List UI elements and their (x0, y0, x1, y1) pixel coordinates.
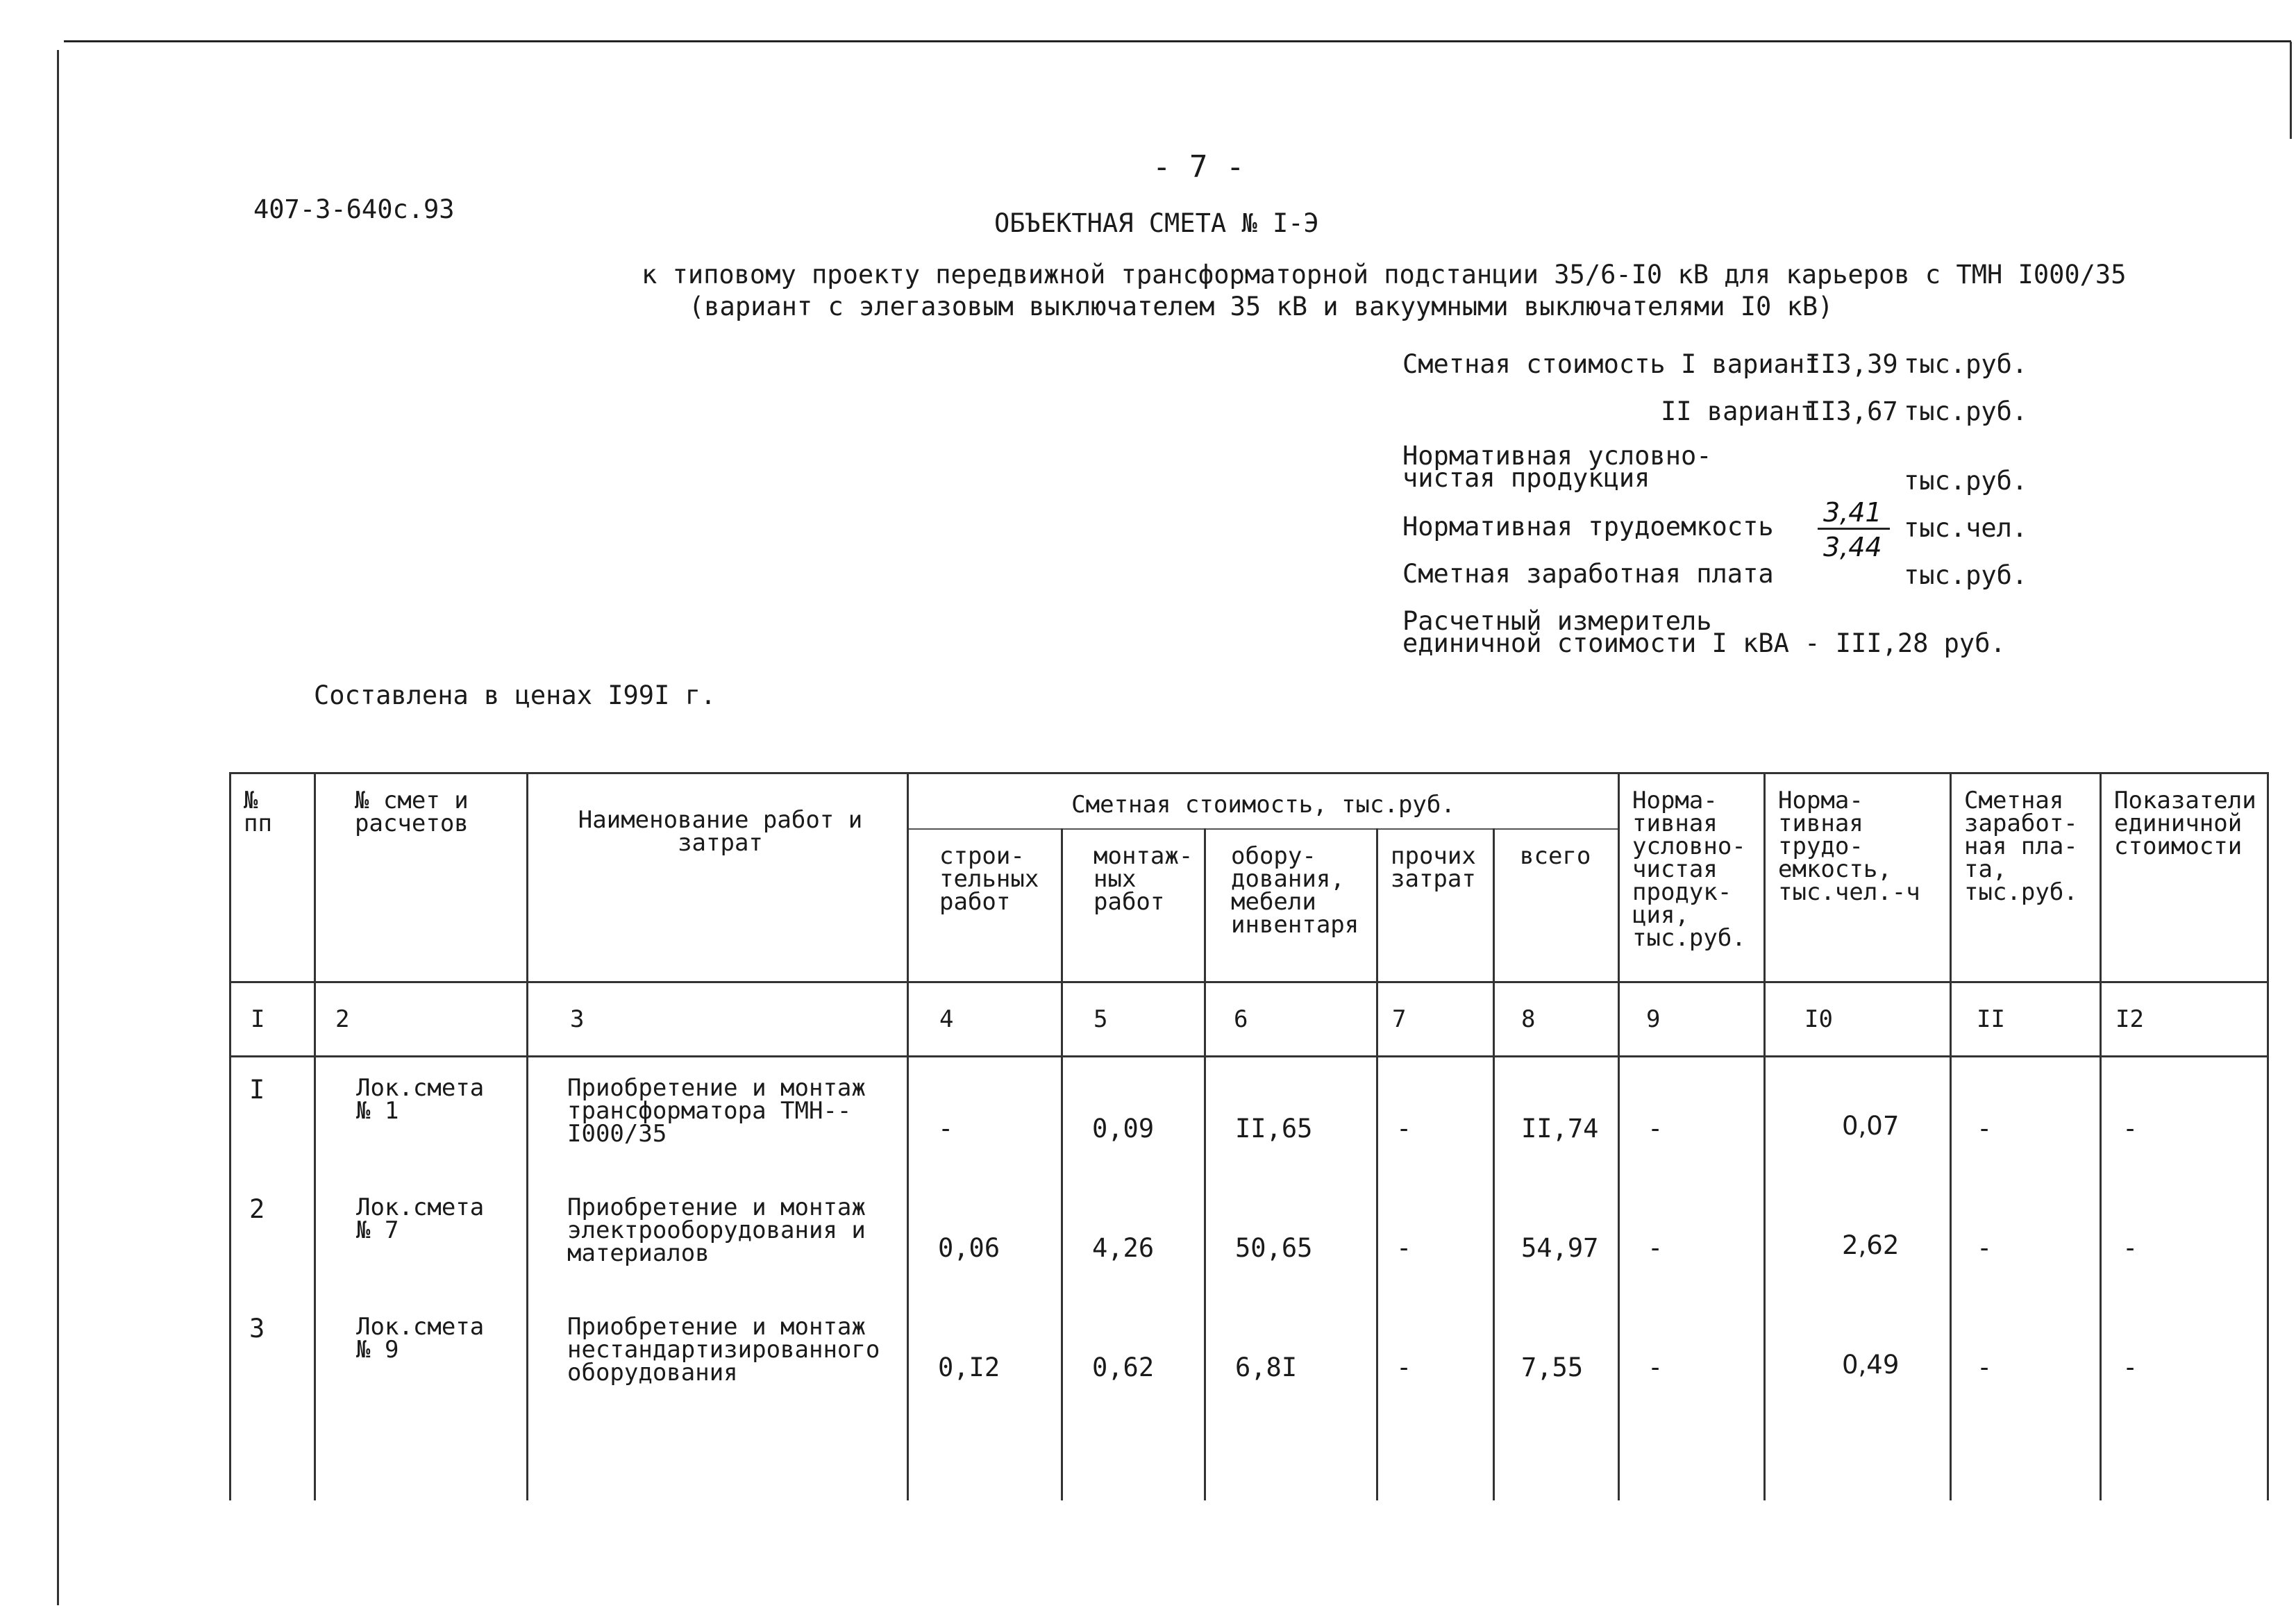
header-npc: Норма-тивная условно-чистая продук-ция, тыс.руб. (1619, 773, 1765, 982)
header-ref: № смет и расчетов (315, 773, 528, 982)
row-build: 0,06 (908, 1177, 1062, 1296)
row-total: II,74 (1494, 1057, 1619, 1178)
meter-label-1: Расчетный измеритель (1402, 606, 1712, 636)
row-other: - (1377, 1296, 1494, 1412)
row-name: Приобретение и монтаж трансформатора ТМН--I000/35 (528, 1057, 908, 1178)
wage-label: Сметная заработная плата (1402, 559, 1774, 589)
table-row (231, 1296, 2268, 1412)
cost-v1-unit: тыс.руб. (1904, 349, 2028, 379)
npc-label-2: чистая продукция (1402, 463, 1650, 493)
document-title: ОБЪЕКТНАЯ СМЕТА № I-Э (994, 208, 1319, 238)
header-other: прочих затрат (1377, 829, 1494, 982)
row-install: 0,62 (1062, 1296, 1205, 1412)
column-number: 4 (908, 982, 1062, 1057)
labor-value-top: 3,41 (1823, 497, 1882, 528)
header-cost-group: Сметная стоимость, тыс.руб. (908, 773, 1619, 830)
column-number: 3 (528, 982, 908, 1057)
labor-fraction-line (1818, 528, 1890, 530)
row-npc: - (1619, 1057, 1765, 1178)
estimate-table (229, 772, 2269, 1500)
row-wage: - (1951, 1057, 2101, 1178)
meter-label-2: единичной стоимости I кВА - III,28 руб. (1402, 628, 2006, 658)
row-unit-cost: - (2101, 1177, 2268, 1296)
row-equip: II,65 (1205, 1057, 1377, 1178)
column-number: 6 (1205, 982, 1377, 1057)
cost-v2-label: II вариант (1661, 396, 1816, 426)
row-labor: 0,07 (1765, 1057, 1951, 1178)
document-code: 407-3-640с.93 (253, 194, 455, 224)
row-other: - (1377, 1057, 1494, 1178)
header-unit-cost: Показатели единичной стоимости (2101, 773, 2268, 982)
row-unit-cost: - (2101, 1057, 2268, 1178)
column-number: I0 (1765, 982, 1951, 1057)
labor-unit: тыс.чел. (1904, 513, 2028, 543)
document-subtitle-line-2: (вариант с элегазовым выключателем 35 кВ и вакуумными выключателями I0 кВ) (689, 292, 1834, 321)
row-labor: 2,62 (1765, 1177, 1951, 1296)
npc-label-1: Нормативная условно- (1402, 441, 1712, 471)
row-number: 3 (231, 1296, 315, 1412)
page-number: - 7 - (1153, 149, 1245, 185)
header-equip: обору-дования, мебели инвентаря (1205, 829, 1377, 982)
cost-v2-unit: тыс.руб. (1904, 396, 2028, 426)
row-wage: - (1951, 1177, 2101, 1296)
row-name: Приобретение и монтаж электрооборудования и материалов (528, 1177, 908, 1296)
row-number: 2 (231, 1177, 315, 1296)
row-install: 0,09 (1062, 1057, 1205, 1178)
column-number: 9 (1619, 982, 1765, 1057)
header-name: Наименование работ и затрат (528, 773, 908, 982)
row-number: I (231, 1057, 315, 1178)
header-labor: Норма-тивная трудо-емкость, тыс.чел.-ч (1765, 773, 1951, 982)
labor-label: Нормативная трудоемкость (1402, 512, 1774, 542)
wage-unit: тыс.руб. (1904, 560, 2028, 590)
row-build: - (908, 1057, 1062, 1178)
column-number-row (231, 982, 2268, 1057)
row-equip: 6,8I (1205, 1296, 1377, 1412)
row-wage: - (1951, 1296, 2101, 1412)
row-ref: Лок.смета № 9 (315, 1296, 528, 1412)
header-build: строи-тельных работ (908, 829, 1062, 982)
cost-v2-value: II3,67 (1805, 396, 1898, 426)
row-ref: Лок.смета № 7 (315, 1177, 528, 1296)
row-total: 7,55 (1494, 1296, 1619, 1412)
page-frame-right (2290, 42, 2292, 139)
header-install: монтаж-ных работ (1062, 829, 1205, 982)
column-number: 5 (1062, 982, 1205, 1057)
row-unit-cost: - (2101, 1296, 2268, 1412)
labor-value-bottom: 3,44 (1823, 532, 1882, 562)
cost-v1-value: II3,39 (1805, 349, 1898, 379)
row-npc: - (1619, 1296, 1765, 1412)
row-labor: 0,49 (1765, 1296, 1951, 1412)
document-subtitle-line-1: к типовому проекту передвижной трансформаторной подстанции 35/6-I0 кВ для карьеров с ТМН I000/35 (642, 260, 2127, 290)
price-base-note: Составлена в ценах I99I г. (314, 680, 717, 710)
header-total: всего (1494, 829, 1619, 982)
row-install: 4,26 (1062, 1177, 1205, 1296)
column-number: I (231, 982, 315, 1057)
row-npc: - (1619, 1177, 1765, 1296)
column-number: I2 (2101, 982, 2268, 1057)
column-number: II (1951, 982, 2101, 1057)
row-ref: Лок.смета № 1 (315, 1057, 528, 1178)
column-number: 2 (315, 982, 528, 1057)
row-other: - (1377, 1177, 1494, 1296)
page-frame-left (57, 50, 59, 1605)
npc-unit: тыс.руб. (1904, 466, 2028, 496)
column-number: 7 (1377, 982, 1494, 1057)
row-equip: 50,65 (1205, 1177, 1377, 1296)
header-no: № пп (231, 773, 315, 982)
row-name: Приобретение и монтаж нестандартизированного оборудования (528, 1296, 908, 1412)
cost-v1-label: Сметная стоимость I вариант (1402, 349, 1820, 379)
row-total: 54,97 (1494, 1177, 1619, 1296)
row-build: 0,I2 (908, 1296, 1062, 1412)
table-filler-row (231, 1412, 2268, 1500)
header-wage: Сметная заработ-ная пла-та, тыс.руб. (1951, 773, 2101, 982)
table-row (231, 1177, 2268, 1296)
table-row (231, 1057, 2268, 1178)
column-number: 8 (1494, 982, 1619, 1057)
page-frame-top (64, 40, 2291, 42)
